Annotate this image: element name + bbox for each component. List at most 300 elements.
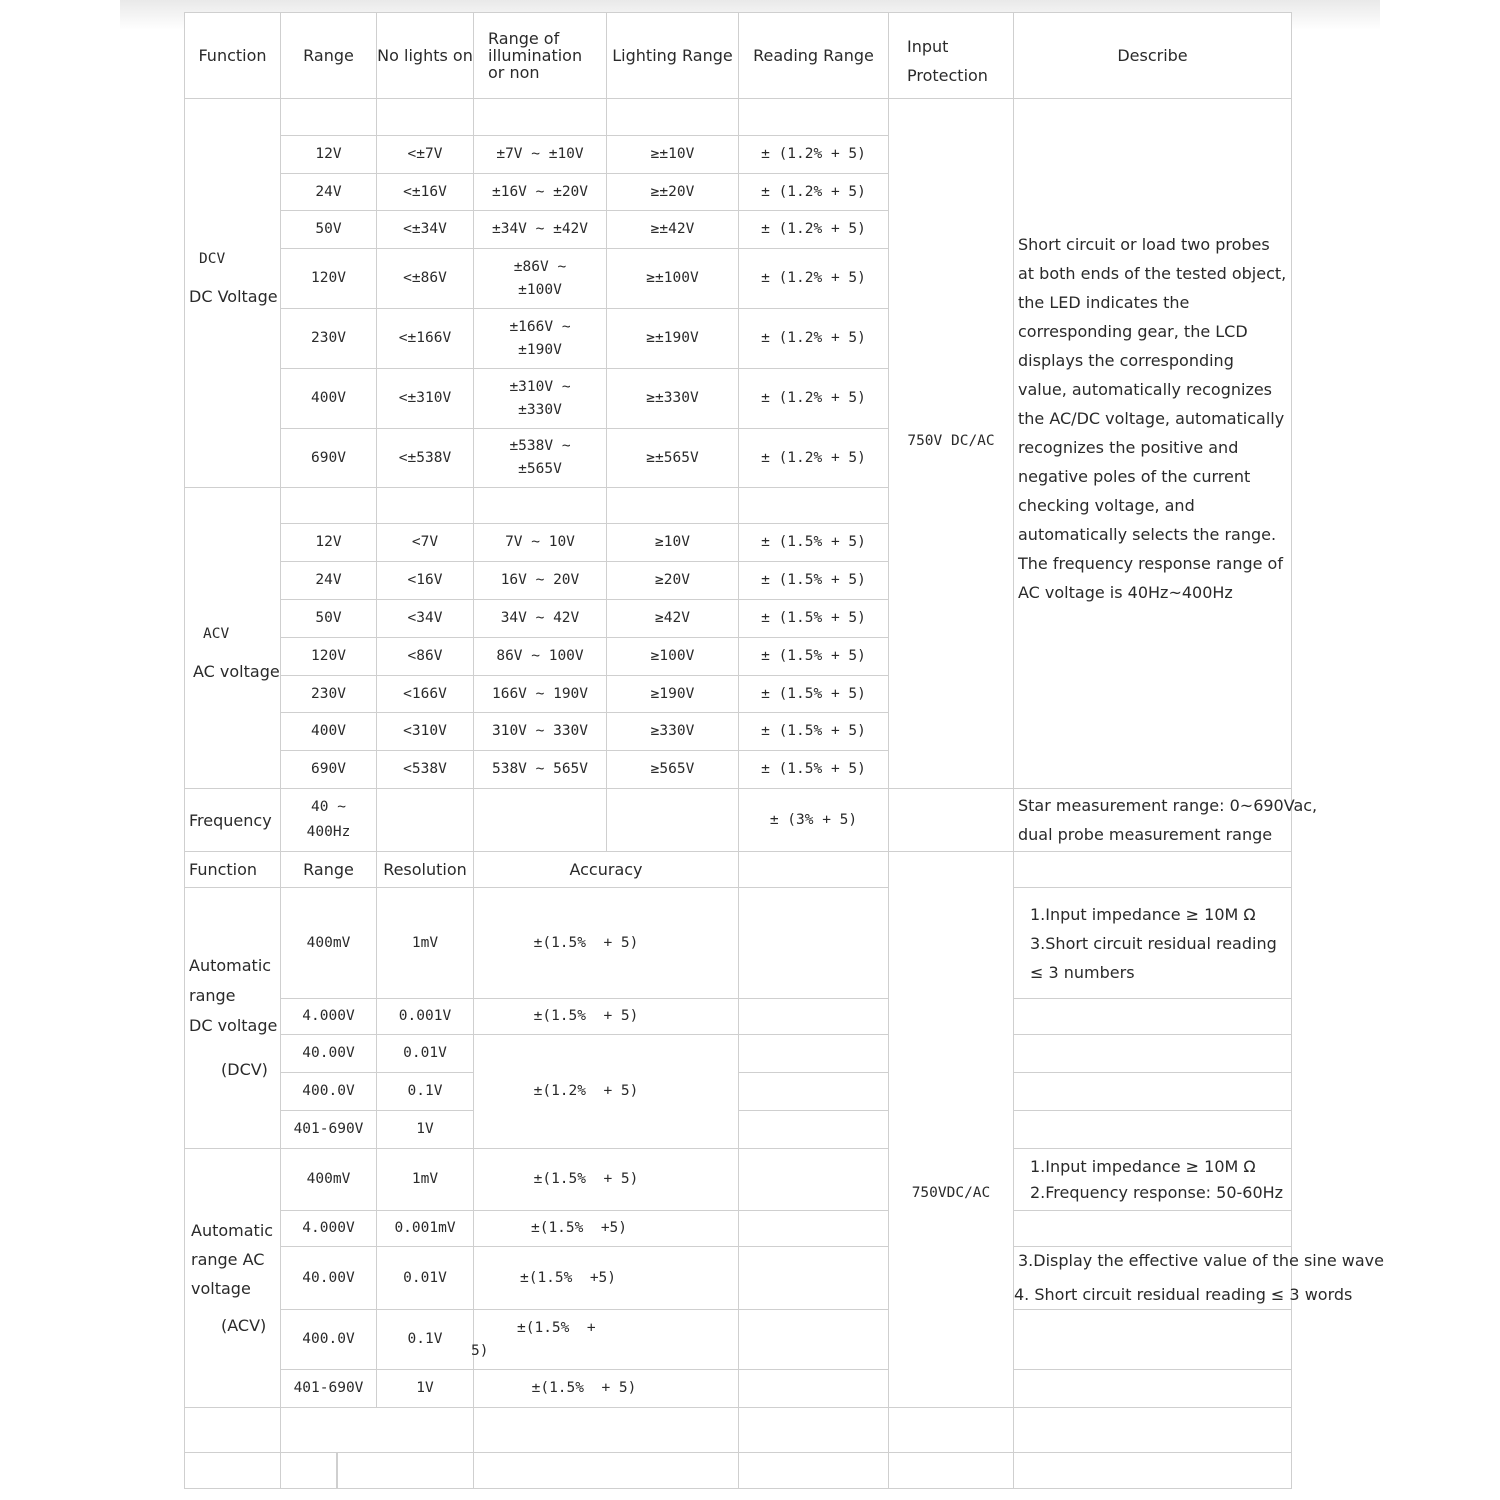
auto-dcv-notes: [1018, 900, 1277, 987]
dcv-row-range: [280, 210, 377, 249]
auto-acv-function-cell: [184, 1148, 281, 1408]
acv-row-off: [376, 712, 474, 751]
auto-acv-resolution-value: 0.1V: [407, 1331, 443, 1347]
auto-acv-note-3: 3.Display the effective value of the sine wave: [1018, 1251, 1384, 1270]
acv-range-value: 12V: [315, 534, 342, 550]
auto-acv-accuracy-wrap: [471, 1317, 631, 1363]
dcv-row-range: [280, 135, 377, 174]
auto-dcv-range: [280, 887, 377, 999]
dcv-light-value: ≥±100V: [646, 270, 699, 286]
auto-acv-accuracy-value: ±(1.5% +: [517, 1319, 596, 1336]
header-reading-text: Reading Range: [753, 46, 874, 65]
frequency-range: 40 ~ 400Hz: [306, 799, 351, 840]
frequency-describe-cell: [1013, 788, 1318, 852]
auto-dcv-blank: [738, 1072, 889, 1111]
acv-function-label: [189, 624, 280, 682]
auto-acv-resolution-value: 0.001mV: [394, 1220, 456, 1236]
acv-light-value: ≥190V: [650, 685, 695, 702]
dcv-reading-value: ± (1.2% + 5): [761, 221, 866, 237]
header-range-text: Range: [303, 46, 354, 65]
dcv-row-reading: [738, 210, 889, 249]
acv-row-range: [280, 750, 377, 789]
dcv-row-light: [606, 210, 739, 249]
acv-row-off: [376, 561, 474, 600]
describe-top-text: Short circuit or load two probes at both ends of the tested object, the LED indicates the corresponding gear, the LCD displays the corresponding value, automatically recognizes the AC/DC voltage, automatically recognizes the positive and negative poles of the current checking voltage, and automatically selects the range. The frequency response range of AC voltage is 40Hz~400Hz: [1018, 235, 1287, 602]
dcv-light-value: ≥±42V: [650, 221, 695, 237]
auto-acv-label-line: Automatic: [191, 1221, 274, 1240]
acv-reading-value: ± (1.5% + 5): [761, 723, 866, 739]
dcv-row-illum: [473, 173, 607, 211]
auto-acv-accuracy-value: ±(1.5% +5): [519, 1269, 617, 1286]
header-describe-text: Describe: [1117, 46, 1188, 65]
dcv-row-reading: [738, 135, 889, 174]
acv-row-reading: [738, 712, 889, 751]
dcv-illum-value: ±538V ~ ±565V: [509, 438, 571, 477]
frequency-label-cell: [184, 788, 281, 852]
acv-function-cell: [184, 487, 281, 789]
acv-row-illum: [473, 750, 607, 789]
dcv-row-illum: [473, 308, 607, 369]
auto-dcv-resolution: [376, 887, 474, 999]
auto-dcv-function-cell: [184, 887, 281, 1149]
dcv-light-value: ≥±20V: [650, 183, 695, 200]
auto-acv-resolution-value: 1mV: [411, 1171, 439, 1187]
dcv-illum-value: ±166V ~ ±190V: [509, 318, 571, 358]
auto-acv-accuracy: [473, 1246, 739, 1310]
frequency-range-cell: [280, 788, 377, 852]
auto-acv-resolution: [376, 1246, 474, 1310]
acv-row-range: [280, 712, 377, 751]
frequency-reading: ± (3% + 5): [769, 811, 858, 828]
dcv-row-light: [606, 308, 739, 369]
acv-off-value: <538V: [403, 761, 447, 777]
auto-acv-range-value: 4.000V: [302, 1220, 355, 1236]
header-range: [280, 12, 377, 99]
acv-row-range: [280, 599, 377, 638]
acv-light-value: ≥565V: [650, 761, 695, 777]
acv-row-reading: [738, 750, 889, 789]
acv-light-value: ≥330V: [650, 723, 695, 739]
dcv-off-value: <±538V: [398, 449, 452, 466]
acv-row-off: [376, 523, 474, 562]
acv-blank-row: [473, 487, 607, 524]
auto-dcv-notes-blank: [1013, 1072, 1292, 1111]
auto-acv-notes-cell: [1013, 1148, 1292, 1211]
auto-acv-blank: [738, 1309, 889, 1370]
auto-acv-range-value: 400.0V: [302, 1331, 355, 1347]
header-no-lights: [376, 12, 474, 99]
dcv-illum-value: ±34V ~ ±42V: [491, 221, 589, 237]
frequency-blank: [473, 788, 607, 852]
dcv-row-range: [280, 308, 377, 369]
dcv-reading-value: ± (1.2% + 5): [761, 146, 866, 162]
acv-reading-value: ± (1.5% + 5): [761, 572, 866, 588]
auto-dcv-label: [189, 951, 277, 1085]
acv-code: ACV: [203, 626, 230, 642]
dcv-row-light: [606, 135, 739, 174]
dcv-range-value: 690V: [311, 449, 346, 466]
acv-blank-row: [280, 487, 377, 524]
acv-reading-value: ± (1.5% + 5): [761, 761, 866, 777]
auto-dcv-range-value: 401-690V: [293, 1121, 364, 1137]
acv-range-value: 230V: [311, 685, 346, 702]
auto-dcv-resolution: [376, 1072, 474, 1111]
auto-acv-notes-blank: [1013, 1369, 1292, 1408]
empty-row: [888, 1407, 1014, 1453]
auto-dcv-accuracy-value: ±(1.5% + 5): [533, 934, 639, 951]
acv-row-illum: [473, 712, 607, 751]
auto-acv-label-line: voltage: [191, 1279, 251, 1298]
auto-dcv-accuracy: [473, 1034, 739, 1149]
frequency-describe: [1018, 791, 1317, 849]
auto-acv-accuracy-value: ±(1.5% +5): [530, 1220, 628, 1236]
acv-off-value: <7V: [411, 534, 439, 550]
dcv-row-illum: [473, 428, 607, 488]
acv-light-value: ≥42V: [655, 610, 690, 626]
auto-dcv-blank: [738, 1110, 889, 1149]
acv-blank-row: [738, 487, 889, 524]
empty-row: [738, 1452, 889, 1489]
header-function: [184, 12, 281, 99]
auto-dcv-note: 1.Input impedance ≥ 10M Ω: [1030, 904, 1256, 924]
acv-off-value: <34V: [407, 610, 443, 626]
acv-row-range: [280, 675, 377, 713]
acv-illum-value: 7V ~ 10V: [505, 534, 575, 550]
acv-row-range: [280, 637, 377, 676]
acv-row-off: [376, 675, 474, 713]
acv-row-reading: [738, 561, 889, 600]
empty-row: [1013, 1452, 1292, 1489]
protection-bottom-text: 750VDC/AC: [911, 1185, 991, 1201]
dcv-row-reading: [738, 368, 889, 429]
empty-row: [184, 1407, 281, 1453]
acv-row-illum: [473, 523, 607, 562]
auto-acv-range-value: 401-690V: [293, 1380, 364, 1396]
auto-acv-range: [280, 1309, 377, 1370]
empty-row: [1013, 1407, 1292, 1453]
acv-light-value: ≥10V: [655, 534, 690, 550]
dcv-row-off: [376, 210, 474, 249]
dcv-range-value: 120V: [311, 270, 346, 286]
dcv-blank-row: [376, 98, 474, 136]
acv-off-value: <16V: [407, 572, 443, 588]
acv-range-value: 24V: [315, 572, 342, 588]
dcv-row-off: [376, 428, 474, 488]
acv-illum-value: 16V ~ 20V: [500, 572, 580, 588]
auto-dcv-blank: [738, 887, 889, 999]
header2-blank: [1013, 851, 1292, 888]
dcv-blank-row: [280, 98, 377, 136]
acv-reading-value: ± (1.5% + 5): [761, 648, 866, 664]
dcv-row-illum: [473, 368, 607, 429]
dcv-row-light: [606, 368, 739, 429]
dcv-off-value: <±166V: [398, 330, 452, 346]
auto-dcv-resolution-value: 0.001V: [398, 1008, 452, 1024]
dcv-range-value: 24V: [315, 183, 342, 200]
auto-dcv-resolution-value: 1V: [416, 1121, 434, 1137]
header2-function: [184, 851, 281, 888]
frequency-describe-line: Star measurement range: 0~690Vac,: [1018, 796, 1318, 815]
auto-acv-note: 1.Input impedance ≥ 10M Ω: [1030, 1156, 1256, 1176]
acv-range-value: 690V: [311, 761, 346, 777]
acv-row-reading: [738, 675, 889, 713]
auto-acv-accuracy-value: ±(1.5% + 5): [533, 1171, 639, 1187]
auto-dcv-blank: [738, 1034, 889, 1073]
acv-label: AC voltage: [193, 662, 280, 681]
auto-acv-range-value: 40.00V: [302, 1269, 355, 1286]
dcv-blank-row: [738, 98, 889, 136]
header-describe: [1013, 12, 1292, 99]
dcv-blank-row: [473, 98, 607, 136]
dcv-row-reading: [738, 308, 889, 369]
auto-dcv-resolution: [376, 1034, 474, 1073]
dcv-illum-value: ±310V ~ ±330V: [509, 378, 571, 418]
auto-dcv-accuracy-value: ±(1.5% + 5): [533, 1008, 639, 1024]
acv-illum-value: 34V ~ 42V: [500, 610, 580, 626]
acv-row-off: [376, 750, 474, 789]
protection-top-cell: [888, 98, 1014, 789]
acv-light-value: ≥100V: [650, 648, 695, 664]
auto-dcv-resolution: [376, 998, 474, 1035]
header-lighting-text: Lighting Range: [612, 46, 733, 65]
dcv-row-off: [376, 248, 474, 309]
header2-blank: [738, 851, 889, 888]
dcv-row-illum: [473, 210, 607, 249]
dcv-off-value: <±7V: [407, 146, 443, 162]
protection-bottom-cell: [888, 851, 1014, 1408]
header2-accuracy-text: Accuracy: [569, 860, 643, 879]
auto-acv-resolution-value: 0.01V: [403, 1269, 447, 1286]
describe-top-cell: [1013, 98, 1292, 789]
acv-row-light: [606, 523, 739, 562]
dcv-row-range: [280, 368, 377, 429]
auto-dcv-label-line: Automatic: [189, 956, 272, 975]
auto-acv-resolution: [376, 1369, 474, 1408]
auto-acv-accuracy: [473, 1369, 739, 1408]
acv-row-reading: [738, 599, 889, 638]
dcv-range-value: 50V: [315, 221, 342, 237]
header2-range: [280, 851, 377, 888]
dcv-reading-value: ± (1.2% + 5): [761, 270, 866, 286]
auto-acv-accuracy: [473, 1210, 739, 1247]
acv-row-illum: [473, 637, 607, 676]
acv-row-illum: [473, 599, 607, 638]
auto-acv-range-value: 400mV: [306, 1171, 351, 1187]
header2-function-text: Function: [189, 860, 258, 879]
header2-resolution: [376, 851, 474, 888]
dcv-off-value: <±34V: [403, 221, 447, 237]
frequency-label: Frequency: [189, 810, 272, 830]
empty-row: [280, 1407, 474, 1453]
acv-row-range: [280, 561, 377, 600]
auto-dcv-resolution-value: 0.01V: [403, 1045, 447, 1061]
auto-dcv-range: [280, 1072, 377, 1111]
auto-dcv-notes-blank: [1013, 1110, 1292, 1149]
dcv-row-range: [280, 428, 377, 488]
acv-row-light: [606, 712, 739, 751]
acv-row-illum: [473, 675, 607, 713]
dcv-row-off: [376, 308, 474, 369]
auto-acv-blank: [738, 1369, 889, 1408]
dcv-off-value: <±86V: [403, 270, 447, 286]
acv-row-reading: [738, 637, 889, 676]
auto-dcv-accuracy: [473, 998, 739, 1035]
empty-row: [888, 1452, 1014, 1489]
auto-acv-notes: [1018, 1154, 1283, 1206]
auto-dcv-label-line: (DCV): [221, 1060, 268, 1079]
dcv-row-range: [280, 248, 377, 309]
auto-acv-range: [280, 1210, 377, 1247]
header2-resolution-text: Resolution: [383, 860, 467, 879]
acv-row-reading: [738, 523, 889, 562]
auto-acv-blank: [738, 1148, 889, 1211]
auto-dcv-range: [280, 1110, 377, 1149]
empty-row: [473, 1452, 739, 1489]
frequency-blank: [606, 788, 739, 852]
acv-row-light: [606, 599, 739, 638]
auto-acv-accuracy: [473, 1309, 739, 1370]
header2-range-text: Range: [303, 860, 354, 879]
dcv-range-value: 12V: [315, 146, 342, 162]
dcv-light-value: ≥±190V: [646, 330, 699, 346]
dcv-label: DC Voltage: [189, 287, 278, 306]
dcv-code: DCV: [199, 251, 226, 267]
auto-acv-blank: [738, 1246, 889, 1310]
dcv-row-illum: [473, 135, 607, 174]
auto-acv-range: [280, 1246, 377, 1310]
dcv-range-value: 230V: [311, 330, 346, 346]
dcv-illum-value: ±86V ~ ±100V: [513, 258, 567, 298]
dcv-row-illum: [473, 248, 607, 309]
acv-row-light: [606, 675, 739, 713]
auto-dcv-resolution-value: 0.1V: [407, 1083, 443, 1099]
dcv-row-reading: [738, 173, 889, 211]
acv-illum-value: 538V ~ 565V: [491, 761, 589, 777]
dcv-blank-row: [606, 98, 739, 136]
auto-acv-note-4: 4. Short circuit residual reading ≤ 3 words: [1014, 1285, 1353, 1304]
acv-row-off: [376, 637, 474, 676]
auto-acv-note: 2.Frequency response: 50-60Hz: [1030, 1182, 1284, 1202]
acv-reading-value: ± (1.5% + 5): [761, 534, 866, 550]
protection-top-text: 750V DC/AC: [907, 433, 995, 449]
auto-acv-resolution: [376, 1210, 474, 1247]
dcv-row-off: [376, 173, 474, 211]
acv-row-off: [376, 599, 474, 638]
acv-blank-row: [376, 487, 474, 524]
auto-acv-accuracy-value: 5): [471, 1342, 489, 1359]
auto-dcv-label-line: range: [189, 986, 236, 1005]
empty-row: [473, 1407, 739, 1453]
header-illumination-text: Range of illumination or non: [488, 29, 583, 82]
auto-dcv-resolution: [376, 1110, 474, 1149]
acv-light-value: ≥20V: [655, 572, 690, 588]
auto-dcv-accuracy: [473, 887, 739, 999]
dcv-row-reading: [738, 248, 889, 309]
auto-dcv-blank: [738, 998, 889, 1035]
dcv-light-value: ≥±330V: [646, 390, 699, 406]
auto-dcv-notes-cell: [1013, 887, 1292, 999]
empty-row: [184, 1452, 281, 1489]
acv-range-value: 400V: [311, 723, 346, 739]
auto-acv-accuracy-value: ±(1.5% + 5): [531, 1380, 637, 1396]
dcv-range-value: 400V: [311, 390, 346, 406]
dcv-row-reading: [738, 428, 889, 488]
header-protection: [888, 12, 1014, 99]
dcv-row-light: [606, 173, 739, 211]
frequency-describe-line: dual probe measurement range: [1018, 825, 1273, 844]
auto-acv-resolution-value: 1V: [416, 1380, 434, 1396]
header-protection-text: Input Protection: [907, 36, 988, 85]
empty-row: [280, 1452, 337, 1489]
dcv-illum-value: ±16V ~ ±20V: [491, 183, 589, 200]
header2-accuracy: [473, 851, 739, 888]
acv-blank-row: [606, 487, 739, 524]
acv-row-illum: [473, 561, 607, 600]
dcv-illum-value: ±7V ~ ±10V: [496, 146, 584, 162]
auto-acv-resolution: [376, 1309, 474, 1370]
auto-dcv-resolution-value: 1mV: [411, 934, 439, 951]
header-lighting: [606, 12, 739, 99]
acv-reading-value: ± (1.5% + 5): [761, 610, 866, 626]
acv-illum-value: 310V ~ 330V: [491, 723, 589, 739]
acv-row-light: [606, 561, 739, 600]
empty-row: [738, 1407, 889, 1453]
header-no-lights-text: No lights on: [377, 46, 473, 65]
auto-acv-label-line: (ACV): [221, 1316, 267, 1335]
auto-acv-accuracy: [473, 1148, 739, 1211]
dcv-row-off: [376, 368, 474, 429]
auto-acv-range: [280, 1148, 377, 1211]
auto-dcv-range-value: 400mV: [306, 934, 351, 951]
dcv-light-value: ≥±565V: [646, 449, 699, 466]
dcv-row-light: [606, 248, 739, 309]
auto-acv-label: [189, 1216, 273, 1340]
auto-dcv-label-line: DC voltage: [189, 1016, 278, 1035]
auto-dcv-notes-blank: [1013, 998, 1292, 1035]
acv-row-light: [606, 637, 739, 676]
auto-acv-resolution: [376, 1148, 474, 1211]
auto-dcv-range-value: 4.000V: [302, 1008, 355, 1024]
header-reading: [738, 12, 889, 99]
auto-dcv-range: [280, 998, 377, 1035]
auto-acv-range: [280, 1369, 377, 1408]
auto-dcv-range: [280, 1034, 377, 1073]
acv-off-value: <310V: [403, 723, 447, 739]
auto-acv-label-line: range AC: [191, 1250, 265, 1269]
frequency-blank: [376, 788, 474, 852]
frequency-reading-cell: [738, 788, 889, 852]
acv-reading-value: ± (1.5% + 5): [761, 685, 866, 702]
auto-acv-notes-blank: [1013, 1309, 1292, 1370]
acv-range-value: 120V: [311, 648, 346, 664]
dcv-light-value: ≥±10V: [650, 146, 695, 162]
auto-dcv-note: ≤ 3 numbers: [1030, 962, 1135, 982]
dcv-row-range: [280, 173, 377, 211]
auto-dcv-accuracy-value: ±(1.2% + 5): [533, 1083, 639, 1099]
acv-row-light: [606, 750, 739, 789]
acv-illum-value: 86V ~ 100V: [496, 648, 584, 664]
auto-dcv-notes-blank: [1013, 1034, 1292, 1073]
dcv-reading-value: ± (1.2% + 5): [761, 330, 866, 346]
auto-acv-blank: [738, 1210, 889, 1247]
acv-range-value: 50V: [315, 610, 342, 626]
auto-dcv-range-value: 400.0V: [302, 1083, 355, 1099]
auto-acv-notes-blank: [1013, 1210, 1292, 1247]
dcv-reading-value: ± (1.2% + 5): [761, 390, 866, 406]
dcv-off-value: <±16V: [403, 183, 447, 200]
acv-off-value: <166V: [403, 685, 447, 702]
auto-dcv-note: 3.Short circuit residual reading: [1030, 933, 1277, 953]
